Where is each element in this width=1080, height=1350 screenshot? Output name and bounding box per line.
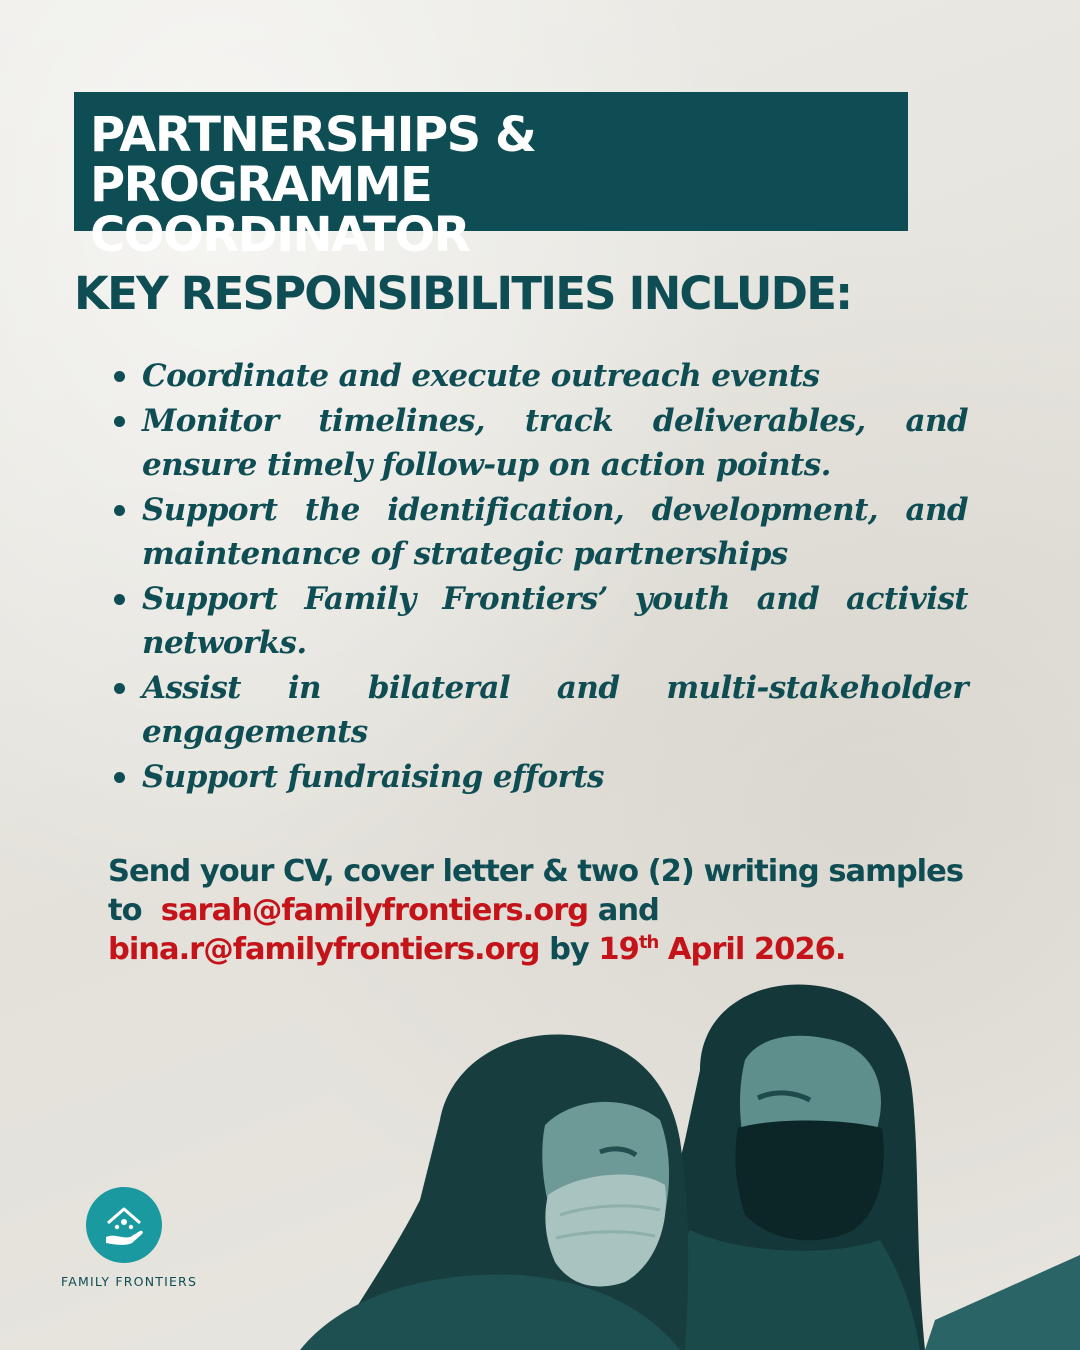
- to-word: to: [108, 893, 142, 928]
- instructions-line-1: Send your CV, cover letter & two (2) writing samples: [108, 854, 963, 889]
- responsibilities-heading: KEY RESPONSIBILITIES INCLUDE:: [74, 267, 852, 320]
- list-item-text: Support Family Frontiers’ youth and activist networks.: [142, 580, 968, 661]
- by-word: by: [549, 932, 589, 967]
- deadline-day-suffix: th: [638, 931, 659, 953]
- logo-wordmark: FAMILY FRONTIERS: [61, 1274, 198, 1289]
- job-title-line-1: PARTNERSHIPS & PROGRAMME: [90, 107, 536, 213]
- list-item-text: Assist in bilateral and multi-stakeholder engagements: [142, 669, 968, 750]
- and-word: and: [597, 893, 659, 928]
- job-title-line-2: COORDINATOR: [90, 207, 470, 263]
- right-woman-mask: [735, 1121, 883, 1241]
- deadline-day: 19: [598, 932, 639, 967]
- email-link-sarah[interactable]: sarah@familyfrontiers.org: [160, 893, 589, 928]
- list-item-text: Support fundraising efforts: [142, 758, 604, 795]
- deadline-month-year: April 2026.: [667, 932, 846, 967]
- family-frontiers-logo: [86, 1187, 162, 1263]
- monitor-shape: [925, 1255, 1080, 1350]
- list-item-text: Monitor timelines, track deliverables, and ensure timely follow-up on action points.: [142, 402, 968, 483]
- list-item-text: Coordinate and execute outreach events: [142, 358, 820, 394]
- email-link-bina[interactable]: bina.r@familyfrontiers.org: [108, 932, 540, 967]
- house-hand-icon: [86, 1187, 162, 1263]
- list-item-text: Support the identification, development, and maintenance of strategic partnerships: [142, 491, 968, 572]
